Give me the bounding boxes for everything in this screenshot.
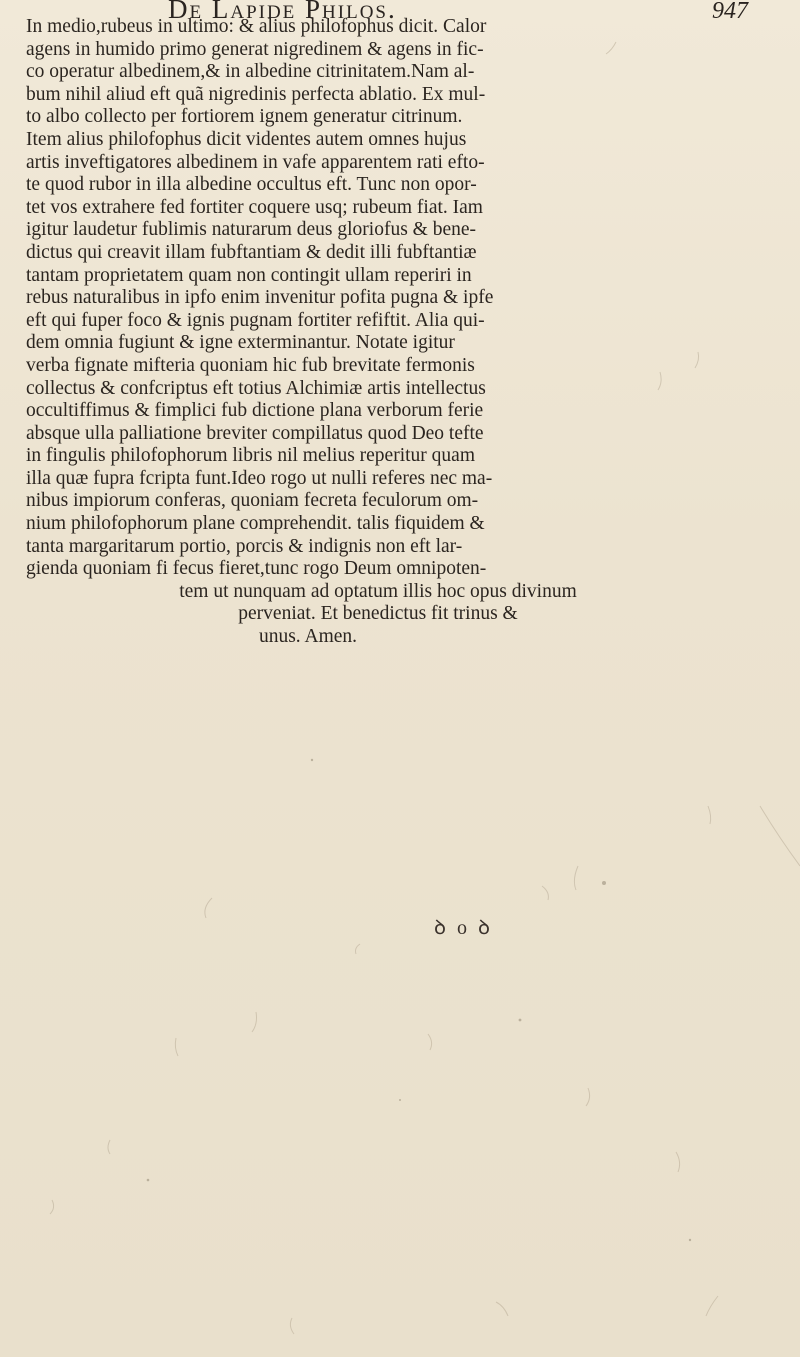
text-line: to albo collecto per fortiorem ignem generatur citrinum.: [26, 106, 463, 128]
text-line: collectus & confcriptus eft totius Alchimiæ artis intellectus: [26, 377, 486, 399]
text-line: tem ut nunquam ad optatum illis hoc opus divinum: [179, 580, 577, 602]
text-line: Item alius philofophus dicit videntes autem omnes hujus: [26, 128, 467, 150]
running-head-title: De Lapide Philos.: [168, 0, 397, 24]
text-line: te quod rubor in illa albedine occultus eft. Tunc non opor-: [26, 174, 477, 196]
text-line: illa quæ fupra fcripta funt.Ideo rogo ut nulli referes nec ma-: [26, 467, 493, 489]
text-line: verba fignate mifteria quoniam hic fub brevitate fermonis: [26, 354, 475, 376]
text-line: tanta margaritarum portio, porcis & indignis non eft lar-: [26, 535, 463, 557]
text-line: eft qui fuper foco & ignis pugnam fortiter refiftit. Alia qui-: [26, 309, 485, 331]
body-text: [26, 16, 800, 649]
text-line: rebus naturalibus in ipfo enim invenitur pofita pugna & ipfe: [26, 287, 494, 309]
text-line: perveniat. Et benedictus fit trinus &: [238, 603, 518, 625]
text-line: agens in humido primo generat nigredinem & agens in fic-: [26, 38, 484, 60]
text-line: co operatur albedinem,& in albedine citrinitatem.Nam al-: [26, 61, 475, 83]
text-line: dem omnia fugiunt & igne exterminantur. Notate igitur: [26, 332, 455, 354]
text-line: in fingulis philofophorum libris nil melius reperitur quam: [26, 445, 475, 467]
text-line: gienda quoniam fi fecus fieret,tunc rogo Deum omnipoten-: [26, 558, 487, 580]
text-line: nium philofophorum plane comprehendit. talis fiquidem &: [26, 513, 485, 535]
text-line: tet vos extrahere fed fortiter coquere usq; rubeum fiat. Iam: [26, 196, 483, 218]
text-line: In medio,rubeus in ultimo: & alius philofophus dicit. Calor: [26, 16, 487, 37]
text-line: bum nihil aliud eft quã nigredinis perfecta ablatio. Ex mul-: [26, 83, 486, 105]
text-line: nibus impiorum conferas, quoniam fecreta feculorum om-: [26, 490, 479, 512]
text-line: dictus qui creavit illam fubftantiam & dedit illi fubftantiæ: [26, 241, 477, 263]
text-line: occultiffimus & fimplici fub dictione plana verborum ferie: [26, 400, 484, 422]
end-ornament: ꝺ o ꝺ: [434, 917, 493, 939]
text-line: tantam proprietatem quam non contingit ullam reperiri in: [26, 264, 472, 286]
text-line: absque ulla palliatione breviter compillatus quod Deo tefte: [26, 422, 484, 444]
text-line: igitur laudetur fublimis naturarum deus gloriofus & bene-: [26, 219, 477, 241]
page-number: 947: [712, 0, 748, 24]
text-line-final: unus. Amen.: [258, 626, 358, 648]
text-line: artis inveftigatores albedinem in vafe apparentem rati efto-: [26, 151, 485, 173]
